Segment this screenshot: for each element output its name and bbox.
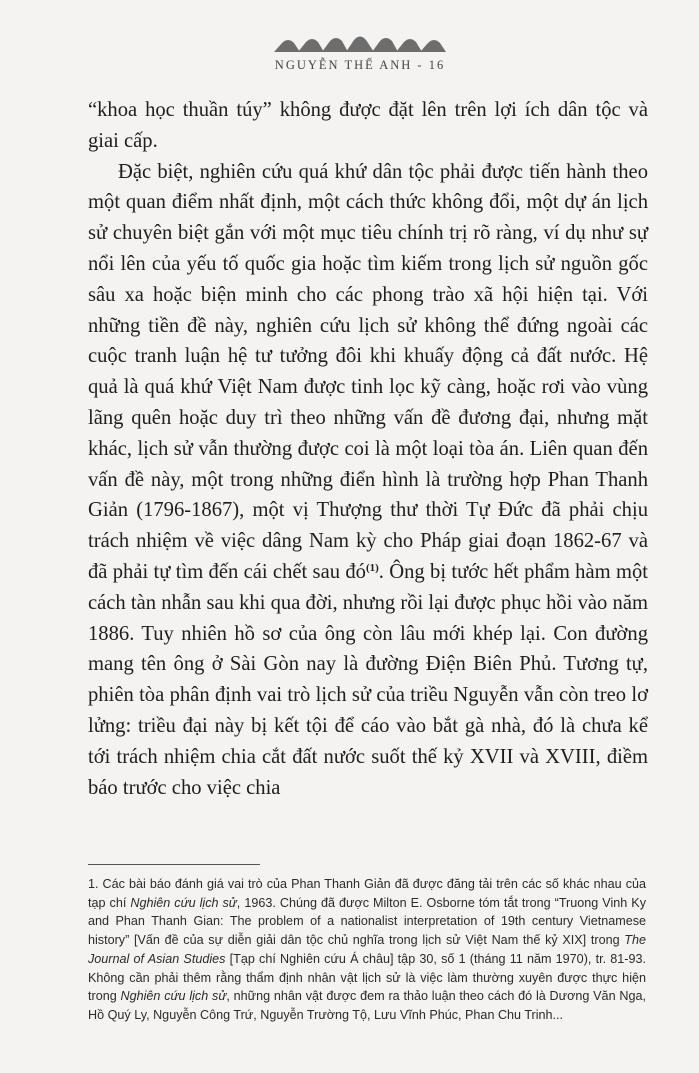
paragraph-text: . Ông bị tước hết phẩm hàm một cách tàn nhẫn sau khi qua đời, nhưng rồi lại được phục hồi vào năm 1886. Tuy nhiên hồ sơ của ông còn lâu mới khép lại. Con đường mang tên ông ở Sài Gòn nay là đường Điện Biên Phủ. Tương tự, phiên tòa phân định vai trò lịch sử của triều Nguyễn vẫn còn treo lơ lửng: triều đại này bị kết tội để cáo vào bắt gà nhà, đó là chưa kể tới trách nhiệm chia cắt đất nước suốt thế kỷ XVII và XVIII, điềm báo trước cho việc chia: [88, 560, 648, 799]
header-ornament-icon: [272, 30, 448, 54]
main-text: [88, 95, 648, 803]
paragraph: “khoa học thuần túy” không được đặt lên trên lợi ích dân tộc và giai cấp.: [88, 99, 648, 152]
footnote-text: , 1963. Chúng đã được Milton E. Osborne tóm tắt trong “Truong Vinh Ky and Phan Thanh Gian: The problem of a nationalist interpretation of 19th century Vietnamese history” [Vấn đề của sự diễn giải dân tộc chủ nghĩa trong lịch sử Việt Nam thế kỷ XIX] trong: [88, 895, 646, 948]
footnote: [88, 875, 646, 1025]
journal-title: Nghiên cứu lịch sử: [120, 989, 227, 1004]
journal-title: Nghiên cứu lịch sử: [130, 895, 237, 910]
paragraph: [88, 157, 648, 804]
paragraph-text: Đặc biệt, nghiên cứu quá khứ dân tộc phải được tiến hành theo một quan điểm nhất định, một cách thức không đổi, một dự án lịch sử chuyên biệt gắn với một mục tiêu chính trị rõ ràng, ví dụ như sự nổi lên của yếu tố quốc gia hoặc tìm kiếm trong lịch sử nguồn gốc sâu xa hoặc biện minh cho các phong trào xã hội hiện tại. Với những tiền đề này, nghiên cứu lịch sử không thể đứng ngoài các cuộc tranh luận hệ tư tưởng đôi khi khuấy động cả đất nước. Hệ quả là quá khứ Việt Nam được tinh lọc kỹ càng, hoặc rơi vào vùng lãng quên hoặc duy trì theo những vấn đề đương đại, nhưng mặt khác, lịch sử vẫn thường được coi là một loại tòa án. Liên quan đến vấn đề này, một trong những điển hình là trường hợp Phan Thanh Giản (1796-1867), một vị Thượng thư thời Tự Đức đã phải chịu trách nhiệm về việc dâng Nam kỳ cho Pháp giai đoạn 1862-67 và đã phải tự tìm đến cái chết sau đó: [88, 160, 648, 583]
footnote-text: 1. Các bài báo đánh giá vai trò của Phan Thanh Giản đã được đăng tải trên các số khác nhau của tạp chí: [88, 877, 646, 910]
journal-title: The Journal of Asian Studies: [88, 933, 646, 966]
footnote-reference: (1): [365, 561, 379, 574]
running-head: NGUYỄN THẾ ANH - 16: [274, 58, 446, 72]
footnote-text: , những nhân vật được đem ra thảo luận theo cách đó là Dương Văn Nga, Hồ Quý Ly, Nguyễn Công Trứ, Nguyễn Trường Tộ, Lưu Vĩnh Phúc, Phan Chu Trinh...: [88, 989, 646, 1022]
footnote-divider: [88, 864, 260, 865]
footnote-text: [Tạp chí Nghiên cứu Á châu] tập 30, số 1 (tháng 11 năm 1970), tr. 81-93. Không cần phải thêm rằng thẩm định nhân vật lịch sử là việc làm thường xuyên được thực hiện trong: [88, 951, 646, 1004]
